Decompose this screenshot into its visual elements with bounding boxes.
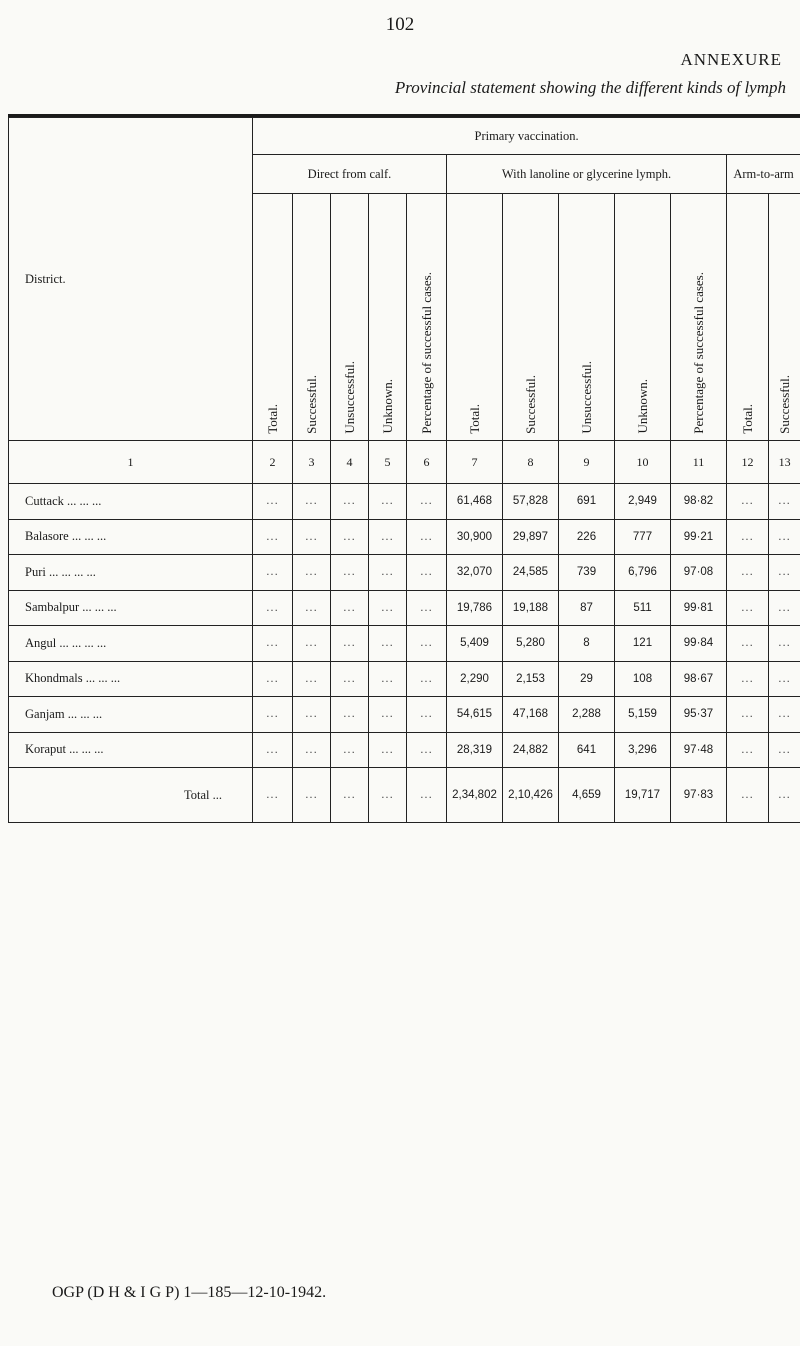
table-cell: 98·67 bbox=[671, 661, 727, 697]
column-header-label: Successful. bbox=[303, 375, 319, 434]
table-cell: ... bbox=[253, 519, 293, 555]
table-cell: 97·08 bbox=[671, 555, 727, 591]
column-number: 12 bbox=[727, 441, 769, 484]
table-cell: 6,796 bbox=[615, 555, 671, 591]
table-row bbox=[9, 661, 800, 697]
total-cell: 2,34,802 bbox=[447, 768, 503, 823]
table-cell: 47,168 bbox=[503, 697, 559, 733]
table-cell: ... bbox=[331, 661, 369, 697]
total-cell: ... bbox=[407, 768, 447, 823]
table-cell: 29 bbox=[559, 661, 615, 697]
table-cell: 5,159 bbox=[615, 697, 671, 733]
table-row bbox=[9, 590, 800, 626]
table-cell: ... bbox=[407, 519, 447, 555]
table-cell: 54,615 bbox=[447, 697, 503, 733]
table-cell: 99·84 bbox=[671, 626, 727, 662]
table-cell: 641 bbox=[559, 732, 615, 768]
table-cell: 99·21 bbox=[671, 519, 727, 555]
table-row bbox=[9, 555, 800, 591]
column-header-label: Unsuccessful. bbox=[578, 361, 594, 434]
column-header bbox=[369, 194, 407, 441]
table-cell: ... bbox=[769, 626, 800, 662]
column-header-label: Unknown. bbox=[634, 379, 650, 434]
table-cell: ... bbox=[407, 590, 447, 626]
lymph-statement-table bbox=[8, 117, 800, 823]
table-cell: ... bbox=[253, 484, 293, 520]
table-cell: ... bbox=[727, 484, 769, 520]
column-number: 1 bbox=[9, 441, 253, 484]
column-header-label: Successful. bbox=[776, 375, 792, 434]
table-cell: 29,897 bbox=[503, 519, 559, 555]
total-cell: ... bbox=[293, 768, 331, 823]
table-cell: 739 bbox=[559, 555, 615, 591]
table-cell: ... bbox=[769, 519, 800, 555]
table-cell: ... bbox=[331, 590, 369, 626]
table-cell: ... bbox=[331, 555, 369, 591]
total-cell: ... bbox=[369, 768, 407, 823]
column-number: 10 bbox=[615, 441, 671, 484]
total-cell: 19,717 bbox=[615, 768, 671, 823]
table-cell: ... bbox=[727, 626, 769, 662]
table-cell: ... bbox=[293, 732, 331, 768]
column-header bbox=[769, 194, 800, 441]
table-cell: ... bbox=[369, 519, 407, 555]
column-header bbox=[503, 194, 559, 441]
table-cell: ... bbox=[331, 484, 369, 520]
district-name: Cuttack ... ... ... bbox=[9, 484, 253, 520]
arm-to-arm-header: Arm-to-arm bbox=[727, 155, 800, 194]
column-number: 9 bbox=[559, 441, 615, 484]
table-cell: ... bbox=[253, 661, 293, 697]
table-cell: ... bbox=[369, 555, 407, 591]
table-cell: ... bbox=[369, 484, 407, 520]
table-cell: ... bbox=[369, 661, 407, 697]
table-cell: ... bbox=[293, 519, 331, 555]
column-header bbox=[671, 194, 727, 441]
table-cell: ... bbox=[253, 732, 293, 768]
district-name: Angul ... ... ... ... bbox=[9, 626, 253, 662]
column-header-label: Total. bbox=[466, 404, 482, 434]
table-cell: ... bbox=[253, 555, 293, 591]
total-cell: ... bbox=[331, 768, 369, 823]
total-cell: ... bbox=[727, 768, 769, 823]
table-cell: 5,409 bbox=[447, 626, 503, 662]
table-cell: ... bbox=[331, 626, 369, 662]
table-cell: 32,070 bbox=[447, 555, 503, 591]
table-cell: 691 bbox=[559, 484, 615, 520]
district-name: Balasore ... ... ... bbox=[9, 519, 253, 555]
table-cell: 8 bbox=[559, 626, 615, 662]
table-cell: 87 bbox=[559, 590, 615, 626]
table-cell: ... bbox=[293, 626, 331, 662]
column-header bbox=[293, 194, 331, 441]
primary-vaccination-header: Primary vaccination. bbox=[253, 118, 800, 155]
table-cell: ... bbox=[253, 590, 293, 626]
table-cell: ... bbox=[253, 697, 293, 733]
column-header bbox=[407, 194, 447, 441]
table-cell: 5,280 bbox=[503, 626, 559, 662]
column-header bbox=[447, 194, 503, 441]
table-cell: ... bbox=[727, 661, 769, 697]
column-number: 8 bbox=[503, 441, 559, 484]
table-cell: ... bbox=[331, 697, 369, 733]
table-cell: ... bbox=[369, 697, 407, 733]
column-header-label: Percentage of successful cases. bbox=[690, 272, 706, 434]
table-cell: ... bbox=[407, 697, 447, 733]
total-label: Total ... bbox=[9, 768, 253, 823]
table-cell: 24,882 bbox=[503, 732, 559, 768]
table-cell: ... bbox=[727, 697, 769, 733]
table-cell: 24,585 bbox=[503, 555, 559, 591]
table-cell: 19,188 bbox=[503, 590, 559, 626]
column-header bbox=[331, 194, 369, 441]
table-cell: 2,949 bbox=[615, 484, 671, 520]
table-row bbox=[9, 519, 800, 555]
district-name: Koraput ... ... ... bbox=[9, 732, 253, 768]
table-cell: 19,786 bbox=[447, 590, 503, 626]
table-cell: ... bbox=[407, 555, 447, 591]
direct-from-calf-header: Direct from calf. bbox=[253, 155, 447, 194]
total-cell: ... bbox=[253, 768, 293, 823]
column-number: 11 bbox=[671, 441, 727, 484]
table-row bbox=[9, 732, 800, 768]
table-cell: ... bbox=[407, 661, 447, 697]
table-cell: ... bbox=[253, 626, 293, 662]
table-row bbox=[9, 697, 800, 733]
total-cell: 2,10,426 bbox=[503, 768, 559, 823]
district-name: Sambalpur ... ... ... bbox=[9, 590, 253, 626]
table-cell: ... bbox=[727, 519, 769, 555]
table-cell: ... bbox=[293, 555, 331, 591]
table-cell: 3,296 bbox=[615, 732, 671, 768]
column-number: 4 bbox=[331, 441, 369, 484]
column-header-label: Total. bbox=[739, 404, 755, 434]
table-cell: ... bbox=[769, 732, 800, 768]
table-cell: ... bbox=[769, 484, 800, 520]
table-cell: ... bbox=[727, 590, 769, 626]
table-cell: ... bbox=[769, 661, 800, 697]
column-number: 6 bbox=[407, 441, 447, 484]
column-header-label: Total. bbox=[264, 404, 280, 434]
table-cell: ... bbox=[293, 484, 331, 520]
table-cell: 57,828 bbox=[503, 484, 559, 520]
table-cell: 108 bbox=[615, 661, 671, 697]
table-cell: 511 bbox=[615, 590, 671, 626]
column-header bbox=[559, 194, 615, 441]
total-cell: ... bbox=[769, 768, 800, 823]
table-cell: 28,319 bbox=[447, 732, 503, 768]
column-header bbox=[253, 194, 293, 441]
statement-subtitle: Provincial statement showing the different kinds of lymph bbox=[394, 78, 786, 97]
table-cell: ... bbox=[407, 626, 447, 662]
district-name: Khondmals ... ... ... bbox=[9, 661, 253, 697]
district-name: Puri ... ... ... ... bbox=[9, 555, 253, 591]
table-cell: ... bbox=[727, 555, 769, 591]
table-cell: ... bbox=[293, 697, 331, 733]
column-header-label: Unsuccessful. bbox=[341, 361, 357, 434]
column-header-label: Percentage of successful cases. bbox=[418, 272, 434, 434]
column-number: 13 bbox=[769, 441, 800, 484]
column-number: 5 bbox=[369, 441, 407, 484]
total-row bbox=[9, 768, 800, 823]
table-cell: 97·48 bbox=[671, 732, 727, 768]
column-header bbox=[615, 194, 671, 441]
column-header-label: Successful. bbox=[522, 375, 538, 434]
total-cell: 97·83 bbox=[671, 768, 727, 823]
table-cell: ... bbox=[369, 732, 407, 768]
district-name: Ganjam ... ... ... bbox=[9, 697, 253, 733]
table-cell: 95·37 bbox=[671, 697, 727, 733]
table-cell: 98·82 bbox=[671, 484, 727, 520]
table-cell: 121 bbox=[615, 626, 671, 662]
table-row bbox=[9, 484, 800, 520]
page-number: 102 bbox=[385, 14, 415, 35]
table-cell: ... bbox=[369, 590, 407, 626]
table-cell: 61,468 bbox=[447, 484, 503, 520]
table-cell: ... bbox=[293, 590, 331, 626]
table-cell: ... bbox=[769, 590, 800, 626]
district-header: District. bbox=[9, 118, 253, 441]
table-cell: 2,290 bbox=[447, 661, 503, 697]
table-cell: ... bbox=[331, 732, 369, 768]
table-cell: ... bbox=[769, 555, 800, 591]
table-cell: ... bbox=[407, 484, 447, 520]
table-cell: ... bbox=[727, 732, 769, 768]
table-cell: ... bbox=[369, 626, 407, 662]
column-number: 7 bbox=[447, 441, 503, 484]
table-cell: 777 bbox=[615, 519, 671, 555]
table-cell: 226 bbox=[559, 519, 615, 555]
table-cell: 2,153 bbox=[503, 661, 559, 697]
table-cell: ... bbox=[293, 661, 331, 697]
table-cell: 2,288 bbox=[559, 697, 615, 733]
column-header-label: Unknown. bbox=[379, 379, 395, 434]
total-cell: 4,659 bbox=[559, 768, 615, 823]
print-footer: OGP (D H & I G P) 1—185—12-10-1942. bbox=[52, 1284, 327, 1301]
lanoline-glycerine-header: With lanoline or glycerine lymph. bbox=[447, 155, 727, 194]
column-header bbox=[727, 194, 769, 441]
table-cell: ... bbox=[769, 697, 800, 733]
table-cell: ... bbox=[331, 519, 369, 555]
table-cell: 30,900 bbox=[447, 519, 503, 555]
table-cell: 99·81 bbox=[671, 590, 727, 626]
table-cell: ... bbox=[407, 732, 447, 768]
table-row bbox=[9, 626, 800, 662]
annexure-title: ANNEXURE bbox=[680, 50, 782, 69]
column-number: 2 bbox=[253, 441, 293, 484]
column-number: 3 bbox=[293, 441, 331, 484]
